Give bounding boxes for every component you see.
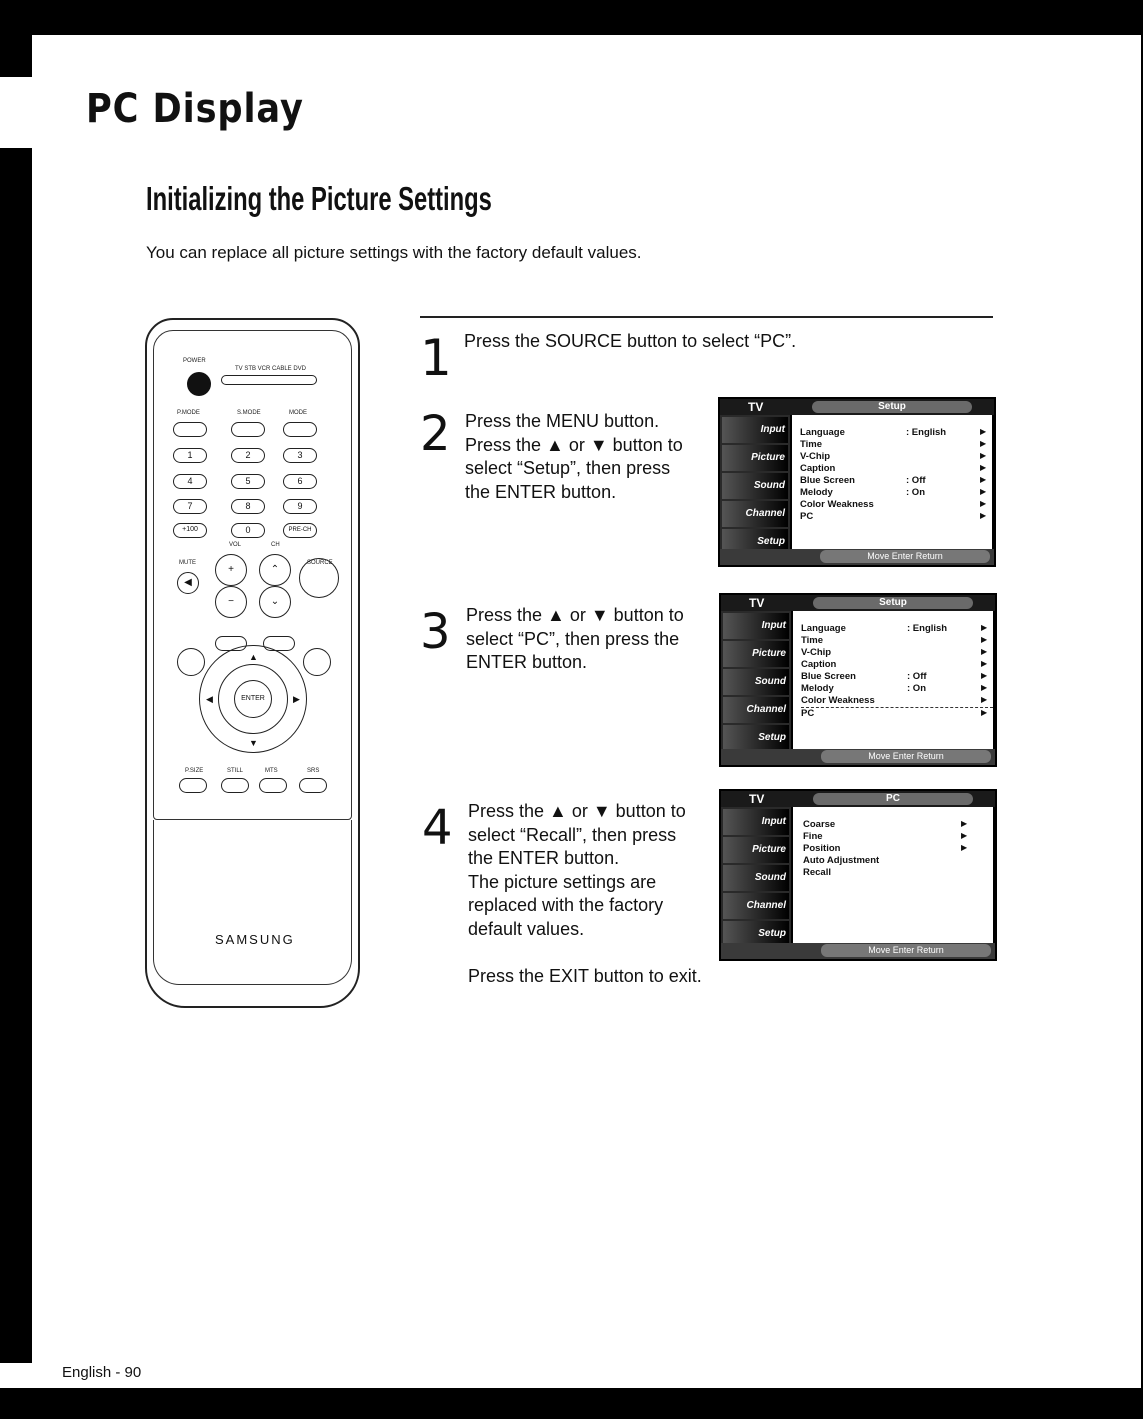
right-arrow-icon: ▶ xyxy=(961,819,968,828)
digit-button: 7 xyxy=(173,499,207,514)
osd-footer-hint: Move Enter Return xyxy=(820,550,990,563)
osd-menu-panel xyxy=(793,611,993,749)
digit-button: 4 xyxy=(173,474,207,489)
osd-sidebar-item: Input xyxy=(722,417,788,443)
right-arrow-icon: ▶ xyxy=(980,439,987,448)
right-arrow-icon: ▶ xyxy=(980,511,987,520)
osd-sidebar-item: Channel xyxy=(723,893,789,919)
up-arrow-icon: ▲ xyxy=(249,652,258,662)
step-instruction: Press the ▲ or ▼ button to select “Recall”, then press the ENTER button. The picture settings are replaced with the factory default values. xyxy=(468,801,686,939)
remote-control-illustration xyxy=(145,318,360,1008)
source-labels: TV STB VCR CABLE DVD xyxy=(235,366,307,372)
source-label: SOURCE xyxy=(307,560,333,566)
ch-down-button: ⌄ xyxy=(259,586,291,618)
psize-button xyxy=(179,778,207,793)
osd-menu-row: Position ▶ xyxy=(803,843,968,854)
step-instruction: Press the ▲ or ▼ button to select “PC”, then press the ENTER button. xyxy=(466,605,684,672)
digit-button: 2 xyxy=(231,448,265,463)
digit-button: 0 xyxy=(231,523,265,538)
right-arrow-icon: ▶ xyxy=(981,695,988,704)
osd-sidebar-item: Sound xyxy=(723,865,789,891)
still-label: STILL xyxy=(227,768,244,774)
exit-instruction: Press the EXIT button to exit. xyxy=(468,966,702,986)
right-arrow-icon: ▶ xyxy=(981,708,988,717)
osd-menu-caption: Setup xyxy=(813,597,973,609)
osd-menu-row: V-Chip ▶ xyxy=(801,647,988,658)
right-arrow-icon: ▶ xyxy=(293,694,300,704)
osd-menu-row: PC ▶ xyxy=(800,511,987,522)
osd-sidebar-item: Channel xyxy=(722,501,788,527)
step-instruction: Press the MENU button. Press the ▲ or ▼ button to select “Setup”, then press the ENTER button. xyxy=(465,411,683,502)
osd-setup-menu xyxy=(718,397,996,567)
osd-menu-row: Melody : On ▶ xyxy=(801,683,988,694)
srs-button xyxy=(299,778,327,793)
step-instruction: Press the SOURCE button to select “PC”. xyxy=(464,331,797,351)
power-button xyxy=(187,372,211,396)
right-arrow-icon: ▶ xyxy=(981,647,988,656)
osd-sidebar-item: Input xyxy=(723,809,789,835)
mts-button xyxy=(259,778,287,793)
intro-text: You can replace all picture settings with the factory default values. xyxy=(146,243,642,262)
osd-tv-label: TV xyxy=(749,596,765,610)
osd-footer xyxy=(721,749,995,765)
right-arrow-icon: ▶ xyxy=(980,499,987,508)
left-arrow-icon: ◀ xyxy=(206,694,213,704)
osd-menu-caption: PC xyxy=(813,793,973,805)
osd-sidebar-item: Picture xyxy=(722,445,788,471)
osd-menu-row: Color Weakness ▶ xyxy=(800,499,987,510)
right-arrow-icon: ▶ xyxy=(980,451,987,460)
osd-menu-row: Caption ▶ xyxy=(800,463,987,474)
right-arrow-icon: ▶ xyxy=(980,463,987,472)
step-number: 1 xyxy=(420,329,452,387)
osd-menu-row: Auto Adjustment xyxy=(803,855,880,866)
osd-menu-row-selected: Recall xyxy=(803,867,831,878)
osd-footer-hint: Move Enter Return xyxy=(821,750,991,763)
digit-button: 5 xyxy=(231,474,265,489)
osd-header xyxy=(721,595,995,611)
osd-setup-menu-pc-selected xyxy=(719,593,997,767)
step-number: 3 xyxy=(420,604,451,660)
osd-sidebar-item: Channel xyxy=(723,697,789,723)
digit-button: 3 xyxy=(283,448,317,463)
right-arrow-icon: ▶ xyxy=(981,683,988,692)
right-arrow-icon: ▶ xyxy=(980,427,987,436)
osd-footer xyxy=(721,943,995,959)
digit-button: 6 xyxy=(283,474,317,489)
osd-pc-menu xyxy=(719,789,997,961)
osd-tv-label: TV xyxy=(749,792,765,806)
mts-label: MTS xyxy=(265,768,278,774)
page-number: English - 90 xyxy=(62,1364,142,1381)
osd-sidebar-item: Setup xyxy=(722,529,788,555)
pmode-button xyxy=(173,422,207,437)
top-border xyxy=(0,0,1143,35)
osd-menu-row: Melody : On ▶ xyxy=(800,487,987,498)
osd-sidebar-item: Picture xyxy=(723,837,789,863)
mode-label: MODE xyxy=(289,410,307,416)
enter-button: ENTER xyxy=(234,680,272,718)
down-arrow-icon: ▼ xyxy=(249,738,258,748)
osd-menu-row: Language : English ▶ xyxy=(801,623,988,634)
osd-menu-caption: Setup xyxy=(812,401,972,413)
osd-menu-row: Coarse ▶ xyxy=(803,819,968,830)
osd-sidebar xyxy=(720,415,790,549)
section-title: Initializing the Picture Settings xyxy=(146,180,492,217)
osd-menu-row: Time ▶ xyxy=(800,439,987,450)
osd-menu-panel xyxy=(793,807,993,943)
osd-sidebar xyxy=(721,807,791,943)
right-arrow-icon: ▶ xyxy=(981,623,988,632)
steps-divider xyxy=(420,316,993,318)
osd-header xyxy=(720,399,994,415)
osd-sidebar-item: Input xyxy=(723,613,789,639)
bottom-border xyxy=(0,1388,1143,1419)
osd-menu-row: Time ▶ xyxy=(801,635,988,646)
osd-sidebar-item: Picture xyxy=(723,641,789,667)
srs-label: SRS xyxy=(307,768,320,774)
pmode-label: P.MODE xyxy=(177,410,200,416)
right-arrow-icon: ▶ xyxy=(981,635,988,644)
smode-button xyxy=(231,422,265,437)
osd-menu-panel xyxy=(792,415,992,549)
page-title: PC Display xyxy=(86,86,304,132)
left-tab-lower xyxy=(0,148,32,1363)
mode-button xyxy=(283,422,317,437)
right-arrow-icon: ▶ xyxy=(961,831,968,840)
mode-switch xyxy=(221,375,317,385)
plus100-button: +100 xyxy=(173,523,207,538)
step-number: 4 xyxy=(422,800,453,856)
osd-menu-row: Blue Screen : Off ▶ xyxy=(800,475,987,486)
osd-menu-row: Color Weakness ▶ xyxy=(801,695,988,706)
osd-footer-hint: Move Enter Return xyxy=(821,944,991,957)
right-arrow-icon: ▶ xyxy=(981,671,988,680)
source-button xyxy=(299,558,339,598)
osd-menu-row-selected: PC ▶ xyxy=(801,707,993,719)
psize-label: P.SIZE xyxy=(185,768,204,774)
wiselink-button xyxy=(177,648,205,676)
osd-tv-label: TV xyxy=(748,400,764,414)
vol-label: VOL xyxy=(229,542,242,548)
vol-up-button: + xyxy=(215,554,247,586)
step-number: 2 xyxy=(420,406,451,462)
vol-down-button: − xyxy=(215,586,247,618)
power-label: POWER xyxy=(183,358,206,364)
right-arrow-icon: ▶ xyxy=(981,659,988,668)
osd-footer xyxy=(720,549,994,565)
mute-label: MUTE xyxy=(179,560,196,566)
exit-button xyxy=(303,648,331,676)
osd-menu-row: Blue Screen : Off ▶ xyxy=(801,671,988,682)
osd-menu-row: V-Chip ▶ xyxy=(800,451,987,462)
digit-button: 8 xyxy=(231,499,265,514)
navigation-pad xyxy=(199,645,307,753)
osd-sidebar-item: Sound xyxy=(723,669,789,695)
osd-menu-row: Fine ▶ xyxy=(803,831,968,842)
remote-lower-panel xyxy=(153,820,352,985)
osd-menu-row: Language : English ▶ xyxy=(800,427,987,438)
brand-logo: SAMSUNG xyxy=(215,932,295,947)
osd-sidebar xyxy=(721,611,791,749)
mute-button: ◀ xyxy=(177,572,199,594)
right-arrow-icon: ▶ xyxy=(961,843,968,852)
osd-header xyxy=(721,791,995,807)
right-arrow-icon: ▶ xyxy=(980,475,987,484)
prech-button: PRE-CH xyxy=(283,523,317,538)
ch-up-button: ⌃ xyxy=(259,554,291,586)
digit-button: 9 xyxy=(283,499,317,514)
osd-sidebar-item: Setup xyxy=(723,725,789,751)
osd-sidebar-item: Setup xyxy=(723,921,789,947)
smode-label: S.MODE xyxy=(237,410,261,416)
digit-button: 1 xyxy=(173,448,207,463)
osd-menu-row: Caption ▶ xyxy=(801,659,988,670)
osd-sidebar-item: Sound xyxy=(722,473,788,499)
left-tab-upper xyxy=(0,35,32,77)
still-button xyxy=(221,778,249,793)
ch-label: CH xyxy=(271,542,280,548)
right-arrow-icon: ▶ xyxy=(980,487,987,496)
